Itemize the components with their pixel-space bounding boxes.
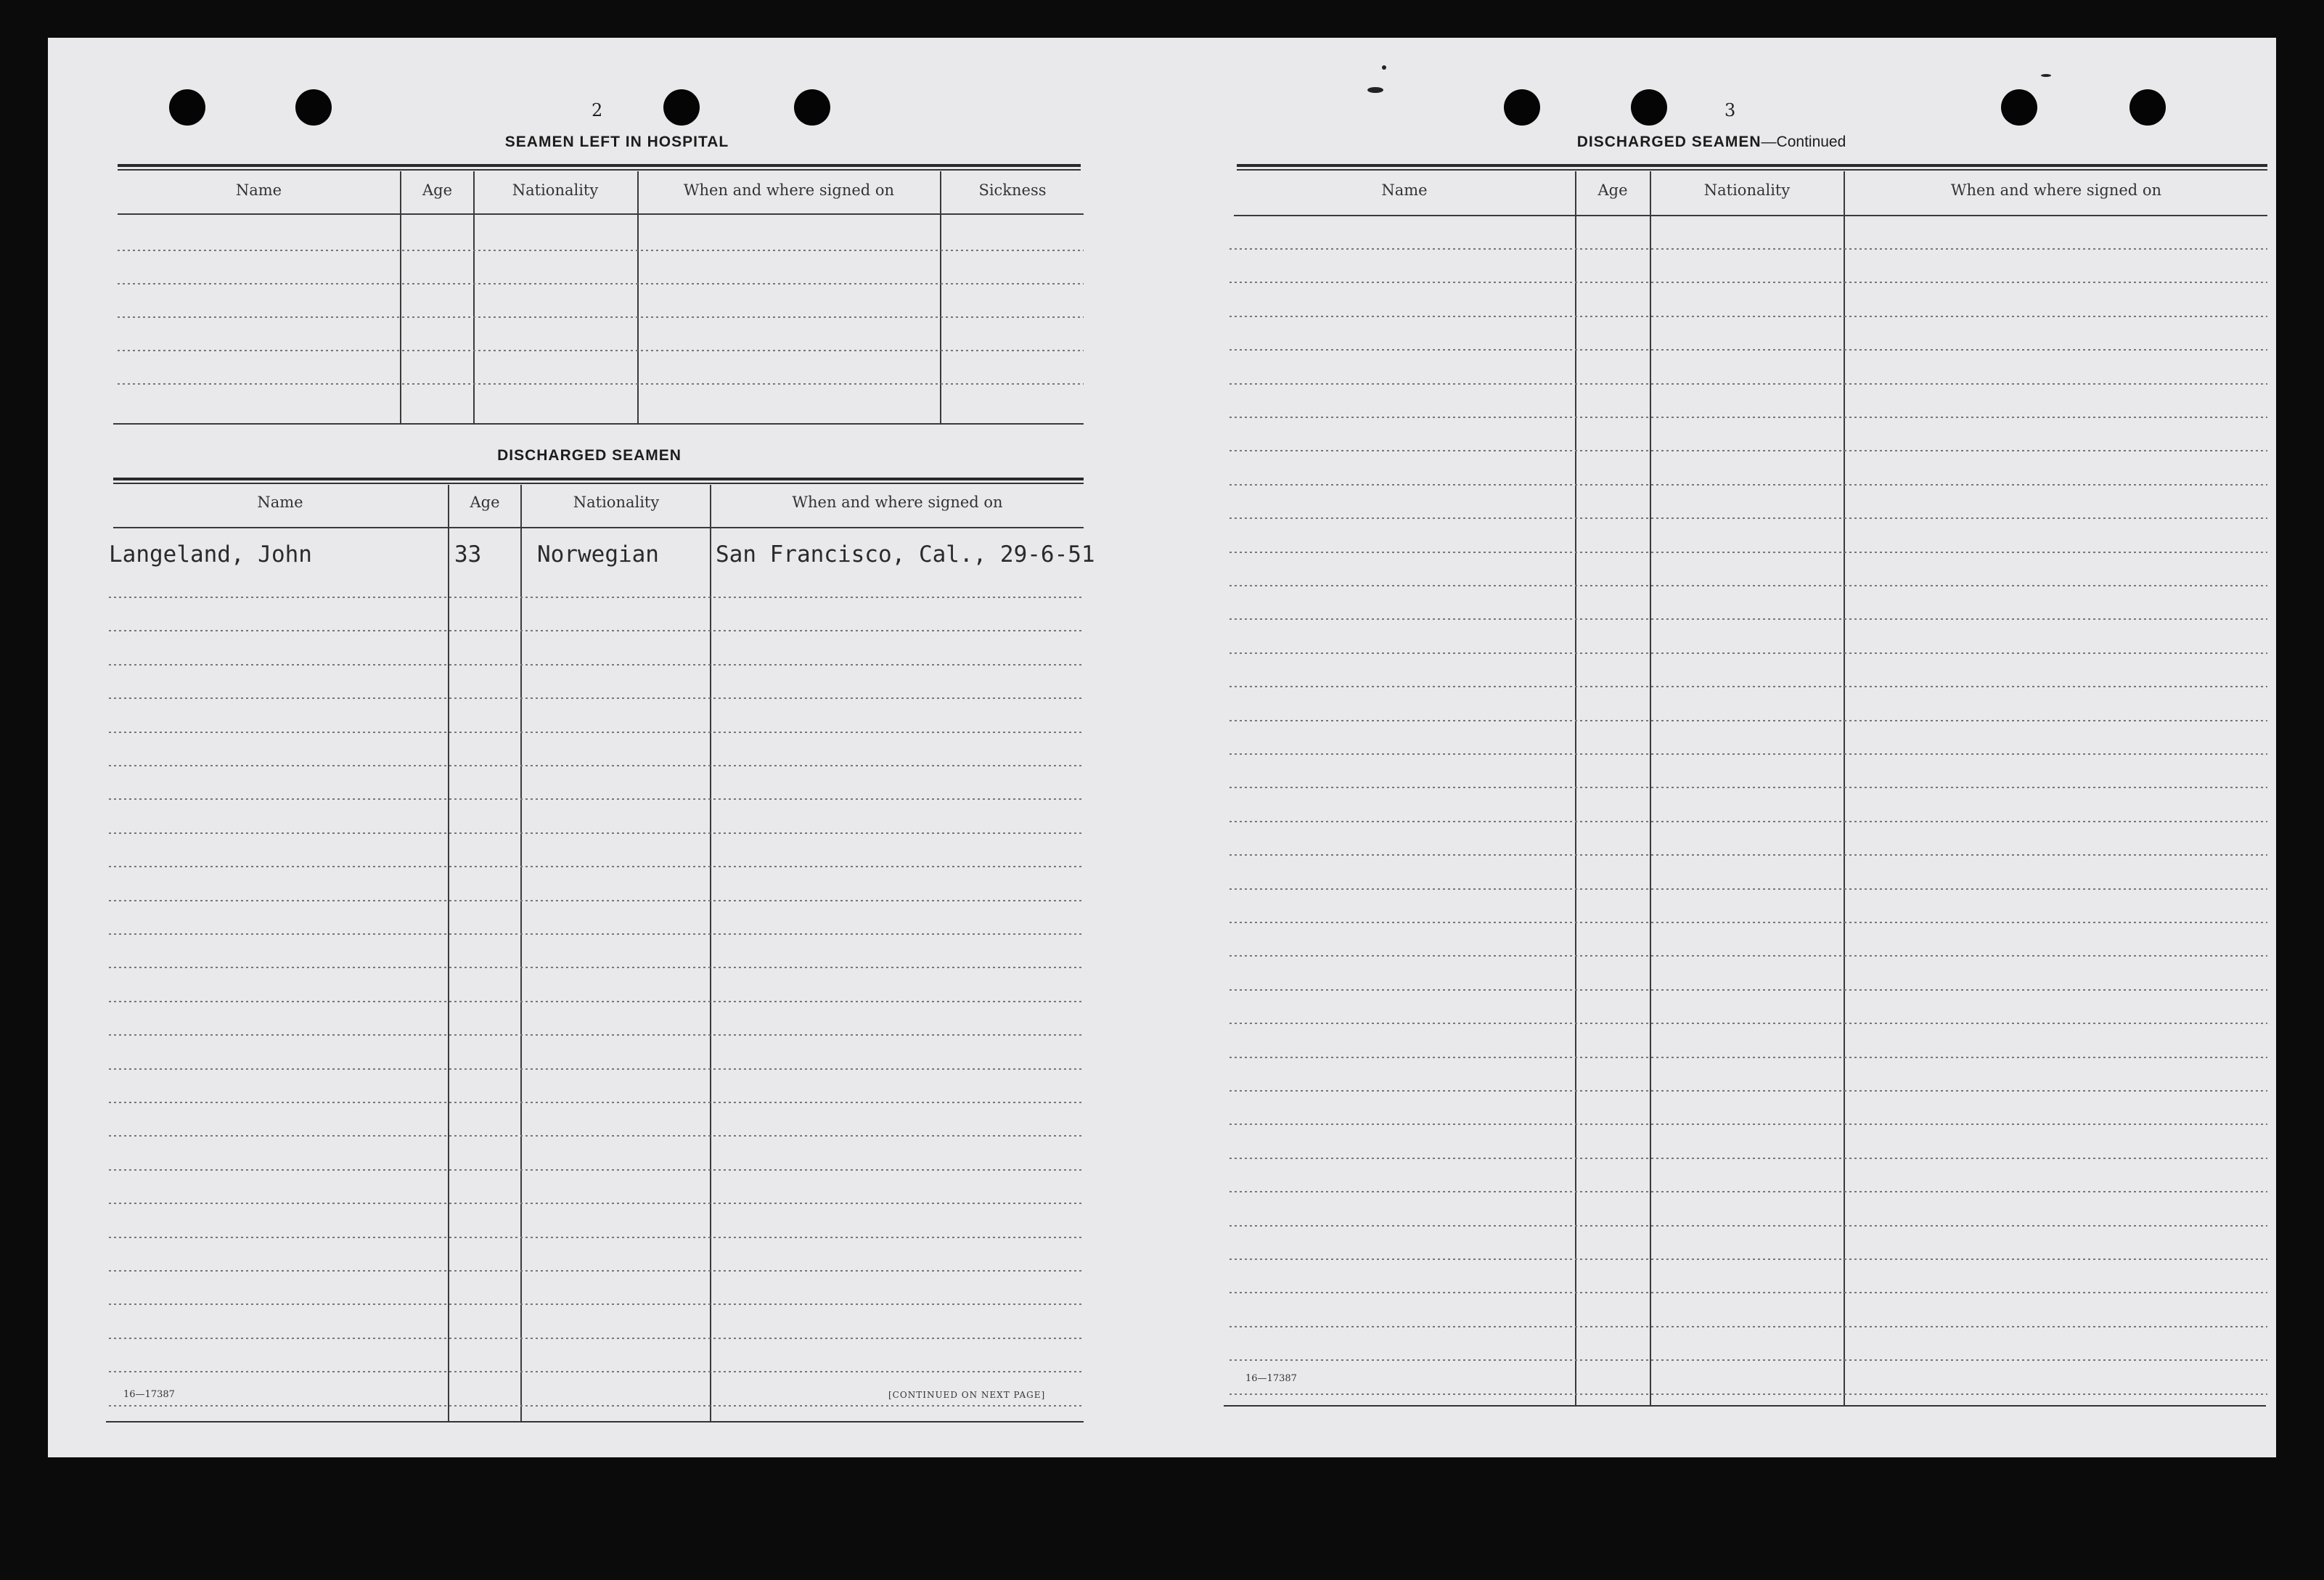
ruled-row-line xyxy=(109,832,1084,834)
ruled-row-line xyxy=(1229,821,2267,822)
seaman-name: Langeland, John xyxy=(109,541,312,568)
document-scan xyxy=(48,38,2276,1457)
ruled-row-line xyxy=(1229,686,2267,687)
hospital-row-line xyxy=(118,283,1084,285)
ruled-row-line xyxy=(1229,753,2267,755)
ruled-row-line xyxy=(1229,1123,2267,1125)
ruled-row-line xyxy=(109,765,1084,766)
scan-speck xyxy=(1367,87,1383,93)
hospital-row-line xyxy=(118,350,1084,351)
right-top-rule xyxy=(1237,164,2267,167)
punch-hole xyxy=(794,89,830,126)
ruled-row-line xyxy=(1229,1057,2267,1058)
punch-hole xyxy=(295,89,332,126)
discharged-continued-title xyxy=(1494,134,1929,151)
ruled-row-line xyxy=(109,1203,1084,1204)
ruled-row-line xyxy=(1229,484,2267,486)
discharged-bottom-rule xyxy=(106,1421,1084,1423)
hospital-header-rule xyxy=(118,213,1084,215)
discharged-col-nationality: Nationality xyxy=(573,494,660,511)
hospital-col-sickness: Sickness xyxy=(978,181,1047,199)
hospital-col-name: Name xyxy=(235,181,282,199)
ruled-row-line xyxy=(109,798,1084,800)
discharged-col-divider xyxy=(520,485,522,1421)
ruled-row-line xyxy=(109,630,1084,631)
page-number: 3 xyxy=(1724,100,1736,120)
right-col-name: Name xyxy=(1381,181,1428,199)
hospital-col-nationality: Nationality xyxy=(512,181,599,199)
seaman-signed-on: San Francisco, Cal., 29-6-51 xyxy=(716,541,1095,568)
ruled-row-line xyxy=(1229,1090,2267,1092)
discharged-top-rule xyxy=(113,478,1084,480)
ruled-row-line xyxy=(109,732,1084,733)
ruled-row-line xyxy=(1229,1023,2267,1024)
ruled-row-line xyxy=(1229,282,2267,283)
ruled-row-line xyxy=(109,933,1084,935)
continued-note: [CONTINUED ON NEXT PAGE] xyxy=(888,1390,1046,1400)
right-top-rule-2 xyxy=(1237,169,2267,171)
hospital-top-rule xyxy=(118,164,1081,167)
ruled-row-line xyxy=(109,866,1084,867)
discharged-continued-suffix: —Continued xyxy=(1761,134,1846,150)
punch-hole xyxy=(169,89,205,126)
discharged-col-divider xyxy=(710,485,711,1421)
ruled-row-line xyxy=(1229,618,2267,620)
discharged-col-signed-on: When and where signed on xyxy=(792,494,1003,511)
ruled-row-line xyxy=(1229,552,2267,553)
page-number: 2 xyxy=(592,100,603,120)
ruled-row-line xyxy=(109,664,1084,666)
ruled-row-line xyxy=(109,1338,1084,1339)
ruled-row-line xyxy=(1229,517,2267,519)
discharged-col-age: Age xyxy=(470,494,500,511)
scan-speck xyxy=(2041,74,2051,77)
scan-speck xyxy=(1382,65,1386,70)
ruled-row-line xyxy=(1229,1359,2267,1361)
punch-hole xyxy=(663,89,700,126)
hospital-row-line xyxy=(118,383,1084,385)
ruled-row-line xyxy=(1229,888,2267,890)
discharged-top-rule-2 xyxy=(113,483,1084,484)
ruled-row-line xyxy=(109,1068,1084,1070)
form-number: 16—17387 xyxy=(123,1389,175,1400)
punch-hole xyxy=(1504,89,1540,126)
ruled-row-line xyxy=(109,1102,1084,1103)
punch-hole xyxy=(2129,89,2166,126)
ruled-row-line xyxy=(1229,349,2267,351)
discharged-col-divider xyxy=(448,485,449,1421)
ruled-row-line xyxy=(1229,417,2267,418)
ruled-row-line xyxy=(1229,1225,2267,1227)
ruled-row-line xyxy=(1229,854,2267,856)
ruled-row-line xyxy=(1229,1191,2267,1192)
hospital-col-divider xyxy=(940,171,941,423)
punch-hole xyxy=(2001,89,2037,126)
ruled-row-line xyxy=(109,1270,1084,1272)
seaman-age: 33 xyxy=(454,541,482,568)
punch-hole xyxy=(1631,89,1667,126)
ruled-row-line xyxy=(1229,1258,2267,1260)
right-col-nationality: Nationality xyxy=(1703,181,1791,199)
ruled-row-line xyxy=(1229,248,2267,250)
hospital-top-rule-2 xyxy=(118,169,1081,171)
discharged-col-name: Name xyxy=(257,494,303,511)
discharged-continued-title-main: DISCHARGED SEAMEN xyxy=(1576,134,1762,150)
ruled-row-line xyxy=(1229,720,2267,721)
ruled-row-line xyxy=(109,1135,1084,1137)
ruled-row-line xyxy=(1229,383,2267,385)
hospital-section-title: SEAMEN LEFT IN HOSPITAL xyxy=(504,134,729,150)
ruled-row-line xyxy=(109,1034,1084,1036)
right-col-age: Age xyxy=(1597,181,1628,199)
right-col-signed-on: When and where signed on xyxy=(1950,181,2162,199)
right-header-rule xyxy=(1234,215,2267,216)
ruled-row-line xyxy=(1229,316,2267,317)
discharged-header-rule xyxy=(113,527,1084,528)
ruled-row-line xyxy=(109,597,1084,598)
ruled-row-line xyxy=(109,1001,1084,1002)
ruled-row-line xyxy=(1229,1292,2267,1293)
hospital-row-line xyxy=(118,250,1084,251)
ruled-row-line xyxy=(1229,989,2267,991)
ruled-row-line xyxy=(109,1303,1084,1305)
form-number: 16—17387 xyxy=(1245,1373,1297,1384)
ruled-row-line xyxy=(1229,1158,2267,1159)
hospital-col-divider xyxy=(400,171,401,423)
ruled-row-line xyxy=(1229,1393,2267,1395)
ruled-row-line xyxy=(109,1405,1084,1407)
ruled-row-line xyxy=(109,697,1084,699)
ruled-row-line xyxy=(109,967,1084,968)
ruled-row-line xyxy=(1229,922,2267,923)
seaman-nationality: Norwegian xyxy=(537,541,659,568)
hospital-bottom-rule xyxy=(113,423,1084,425)
discharged-section-title: DISCHARGED SEAMEN xyxy=(497,447,682,464)
hospital-col-divider xyxy=(637,171,639,423)
hospital-row-line xyxy=(118,316,1084,318)
ruled-row-line xyxy=(1229,787,2267,788)
ruled-row-line xyxy=(109,1371,1084,1372)
ruled-row-line xyxy=(1229,652,2267,654)
ruled-row-line xyxy=(1229,955,2267,957)
hospital-col-age: Age xyxy=(422,181,453,199)
ruled-row-line xyxy=(109,900,1084,901)
ruled-row-line xyxy=(1229,1326,2267,1327)
ruled-row-line xyxy=(1229,585,2267,586)
hospital-col-divider xyxy=(473,171,475,423)
ruled-row-line xyxy=(109,1169,1084,1171)
ruled-row-line xyxy=(109,1237,1084,1238)
right-bottom-rule xyxy=(1224,1405,2266,1407)
hospital-col-signed-on: When and where signed on xyxy=(683,181,895,199)
ruled-row-line xyxy=(1229,450,2267,451)
